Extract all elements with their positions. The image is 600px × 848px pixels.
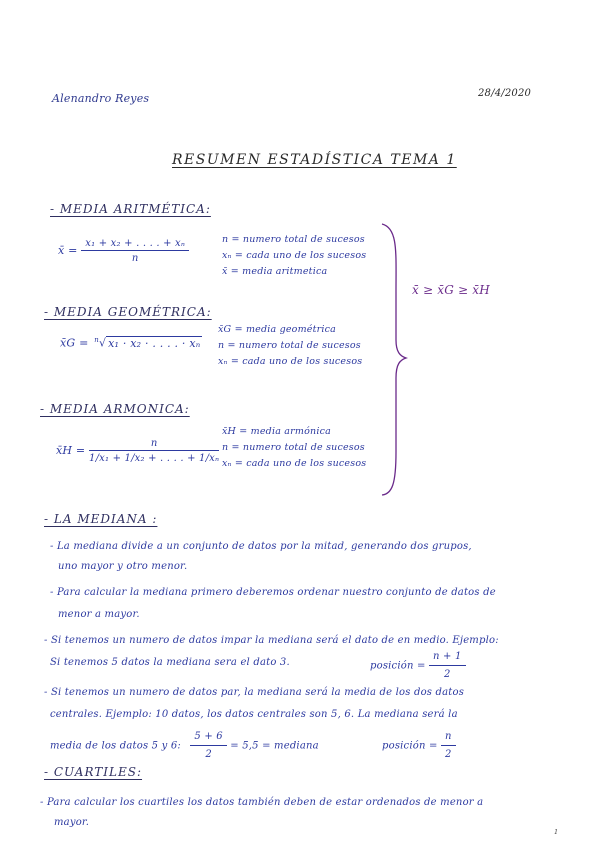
date: 28/4/2020 [478,88,532,99]
quartiles-line-2: mayor. [54,817,90,828]
harmonic-definitions [222,424,366,472]
harmonic-denominator: 1/x₁ + 1/x₂ + . . . . + 1/xₙ [89,453,220,464]
heading-harmonic-mean: - MEDIA ARMONICA: [40,402,190,416]
curly-brace-icon [378,222,408,497]
definition-line: xₙ = cada uno de los sucesos [218,356,363,367]
page-number: 1 [554,828,559,836]
geometric-radicand: x₁ · x₂ · . . . . · xₙ [108,336,201,350]
quartiles-line-1: - Para calcular los cuartiles los datos también deben de estar ordenados de menor a [40,797,484,808]
position-odd-label: posición = [370,660,426,672]
position-odd-numerator: n + 1 [429,650,466,666]
median-line-1: - La mediana divide a un conjunto de datos por la mitad, generando dos grupos, [50,541,472,552]
author-name: Alenandro Reyes [52,92,150,105]
median-line-7: - Si tenemos un numero de datos par, la mediana será la media de los dos datos [44,687,465,698]
definition-line: xₙ = cada uno de los sucesos [222,250,367,261]
geometric-lhs: x̄G = [60,336,89,350]
median-line-4: menor a mayor. [58,609,140,620]
mean-5-6-fraction [190,730,226,762]
harmonic-numerator: n [89,438,219,451]
definition-line: x̄G = media geométrica [218,324,337,335]
position-even-denominator: 2 [445,749,452,760]
mean-result: = 5,5 = mediana [230,740,319,752]
position-odd [370,650,466,682]
formula-arithmetic-mean [58,238,189,264]
definition-line: x̄H = media armónica [222,426,331,437]
harmonic-fraction [89,438,219,464]
median-line-5: - Si tenemos un numero de datos impar la mediana será el dato de en medio. Ejemplo: [44,635,499,646]
definition-line: xₙ = cada uno de los sucesos [222,458,367,469]
heading-median: - LA MEDIANA : [44,512,158,526]
arithmetic-denominator: n [131,253,139,264]
arithmetic-definitions [222,232,366,280]
position-even-label: posición = [382,740,438,752]
mean-inequality: x̄ ≥ x̄G ≥ x̄H [412,283,490,297]
arithmetic-lhs: x̄ = [58,244,78,257]
position-odd-fraction [429,650,466,682]
position-odd-denominator: 2 [443,669,451,680]
radical-sign-icon: √ [98,336,107,350]
heading-arithmetic-mean: - MEDIA ARITMÉTICA: [50,202,211,216]
definition-line: n = numero total de sucesos [222,234,365,245]
heading-geometric-mean: - MEDIA GEOMÉTRICA: [44,305,212,319]
definition-line: x̄ = media aritmetica [222,266,328,277]
formula-harmonic-mean [56,438,219,464]
definition-line: n = numero total de sucesos [222,442,365,453]
arithmetic-numerator: x₁ + x₂ + . . . . + xₙ [81,238,189,251]
definition-line: n = numero total de sucesos [218,340,361,351]
mean-denominator: 2 [205,749,212,760]
root-index: n [94,336,99,344]
median-line-3: - Para calcular la mediana primero deberemos ordenar nuestro conjunto de datos de [50,587,496,598]
median-line-9-text: media de los datos 5 y 6: [50,740,181,752]
median-line-8: centrales. Ejemplo: 10 datos, los datos centrales son 5, 6. La mediana será la [50,709,458,720]
geometric-definitions [218,322,362,370]
median-line-9 [50,730,319,762]
median-line-6: Si tenemos 5 datos la mediana sera el dato 3. [50,657,290,668]
position-even-numerator: n [441,730,456,746]
heading-quartiles: - CUARTILES: [44,765,143,779]
position-even [382,730,456,762]
page-title: RESUMEN ESTADÍSTICA TEMA 1 [172,152,457,168]
position-even-fraction [441,730,456,762]
harmonic-lhs: x̄H = [56,444,86,457]
median-line-2: uno mayor y otro menor. [58,561,188,572]
formula-geometric-mean [60,336,202,350]
mean-numerator: 5 + 6 [190,730,226,746]
arithmetic-fraction [81,238,189,264]
